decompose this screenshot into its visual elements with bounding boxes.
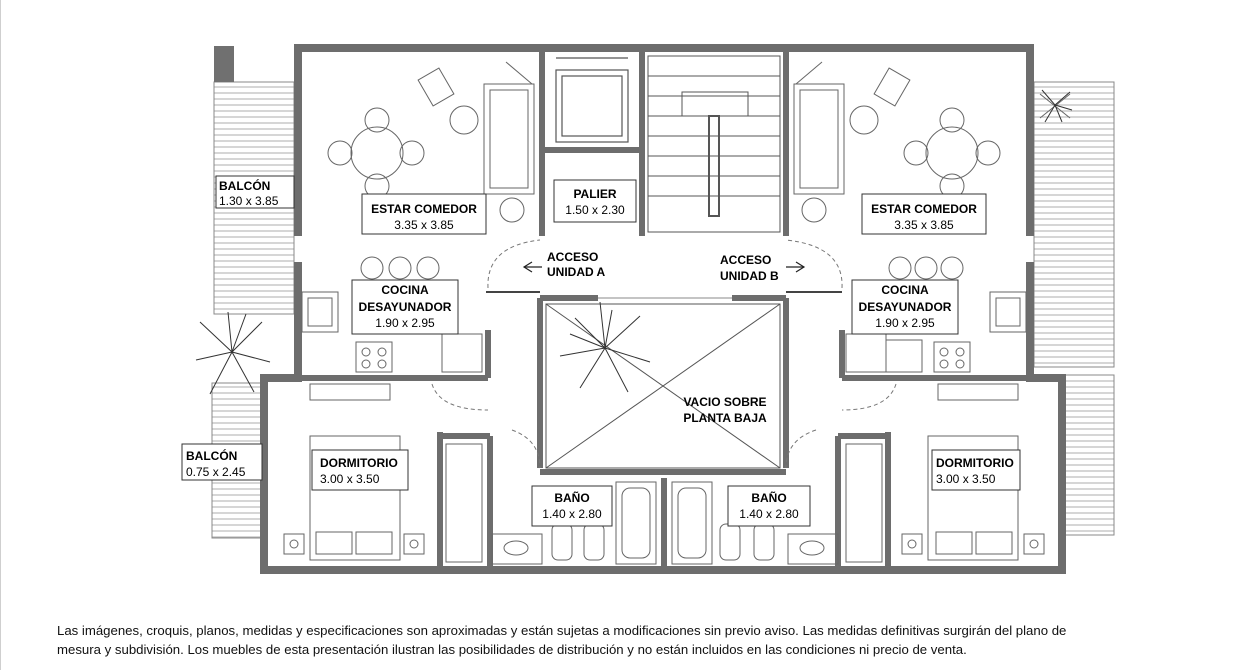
bano-a-name: BAÑO — [554, 491, 590, 505]
disclaimer-line-1: Las imágenes, croquis, planos, medidas y especificaciones son aproximadas y están sujetas a modificaciones sin previo aviso. Las medidas definitivas surgirán del plano de — [57, 623, 1067, 638]
balcon-1-name: BALCÓN — [219, 179, 271, 193]
estar-a-size: 3.35 x 3.85 — [394, 218, 454, 232]
dormitorio-b-size: 3.00 x 3.50 — [936, 472, 996, 486]
cocina-a-line1: COCINA — [381, 283, 429, 297]
balcony-right-lower — [1064, 375, 1114, 535]
door-arcs — [432, 240, 896, 468]
vacio-line1: VACIO SOBRE — [683, 395, 767, 409]
chimney-block — [214, 46, 234, 82]
staircase — [648, 56, 780, 232]
cocina-a-size: 1.90 x 2.95 — [375, 316, 435, 330]
estar-b-name: ESTAR COMEDOR — [871, 202, 977, 216]
bano-b-size: 1.40 x 2.80 — [739, 507, 799, 521]
bano-b-name: BAÑO — [751, 491, 787, 505]
balcon-2-name: BALCÓN — [186, 449, 238, 463]
palier-name: PALIER — [573, 187, 617, 201]
cocina-b-size: 1.90 x 2.95 — [875, 316, 935, 330]
estar-a-name: ESTAR COMEDOR — [371, 202, 477, 216]
balcon-1-size: 1.30 x 3.85 — [219, 194, 279, 208]
cocina-b-line2: DESAYUNADOR — [858, 300, 952, 314]
estar-b-size: 3.35 x 3.85 — [894, 218, 954, 232]
disclaimer-line-2: mesura y subdivisión. Los muebles de esta presentación ilustran las posibilidades de distribución y no están incluidos en las condiciones ni precio de venta. — [57, 642, 967, 657]
vacio-line2: PLANTA BAJA — [683, 411, 767, 425]
palier-size: 1.50 x 2.30 — [565, 203, 625, 217]
acceso-b-line2: UNIDAD B — [720, 269, 779, 283]
balcony-right-upper — [1034, 82, 1114, 367]
dormitorio-b-name: DORMITORIO — [936, 456, 1014, 470]
disclaimer-text — [57, 621, 1217, 659]
acceso-a-line2: UNIDAD A — [547, 265, 606, 279]
balcon-2-size: 0.75 x 2.45 — [186, 465, 246, 479]
dormitorio-a-name: DORMITORIO — [320, 456, 398, 470]
plant-void — [560, 302, 650, 392]
elevator — [556, 58, 628, 142]
plant-balcony-left — [196, 312, 270, 394]
acceso-a-line1: ACCESO — [547, 250, 599, 264]
cocina-a-line2: DESAYUNADOR — [358, 300, 452, 314]
access-lines — [486, 292, 842, 298]
bano-a-size: 1.40 x 2.80 — [542, 507, 602, 521]
acceso-b-line1: ACCESO — [720, 253, 772, 267]
cocina-b-line1: COCINA — [881, 283, 929, 297]
dormitorio-a-size: 3.00 x 3.50 — [320, 472, 380, 486]
